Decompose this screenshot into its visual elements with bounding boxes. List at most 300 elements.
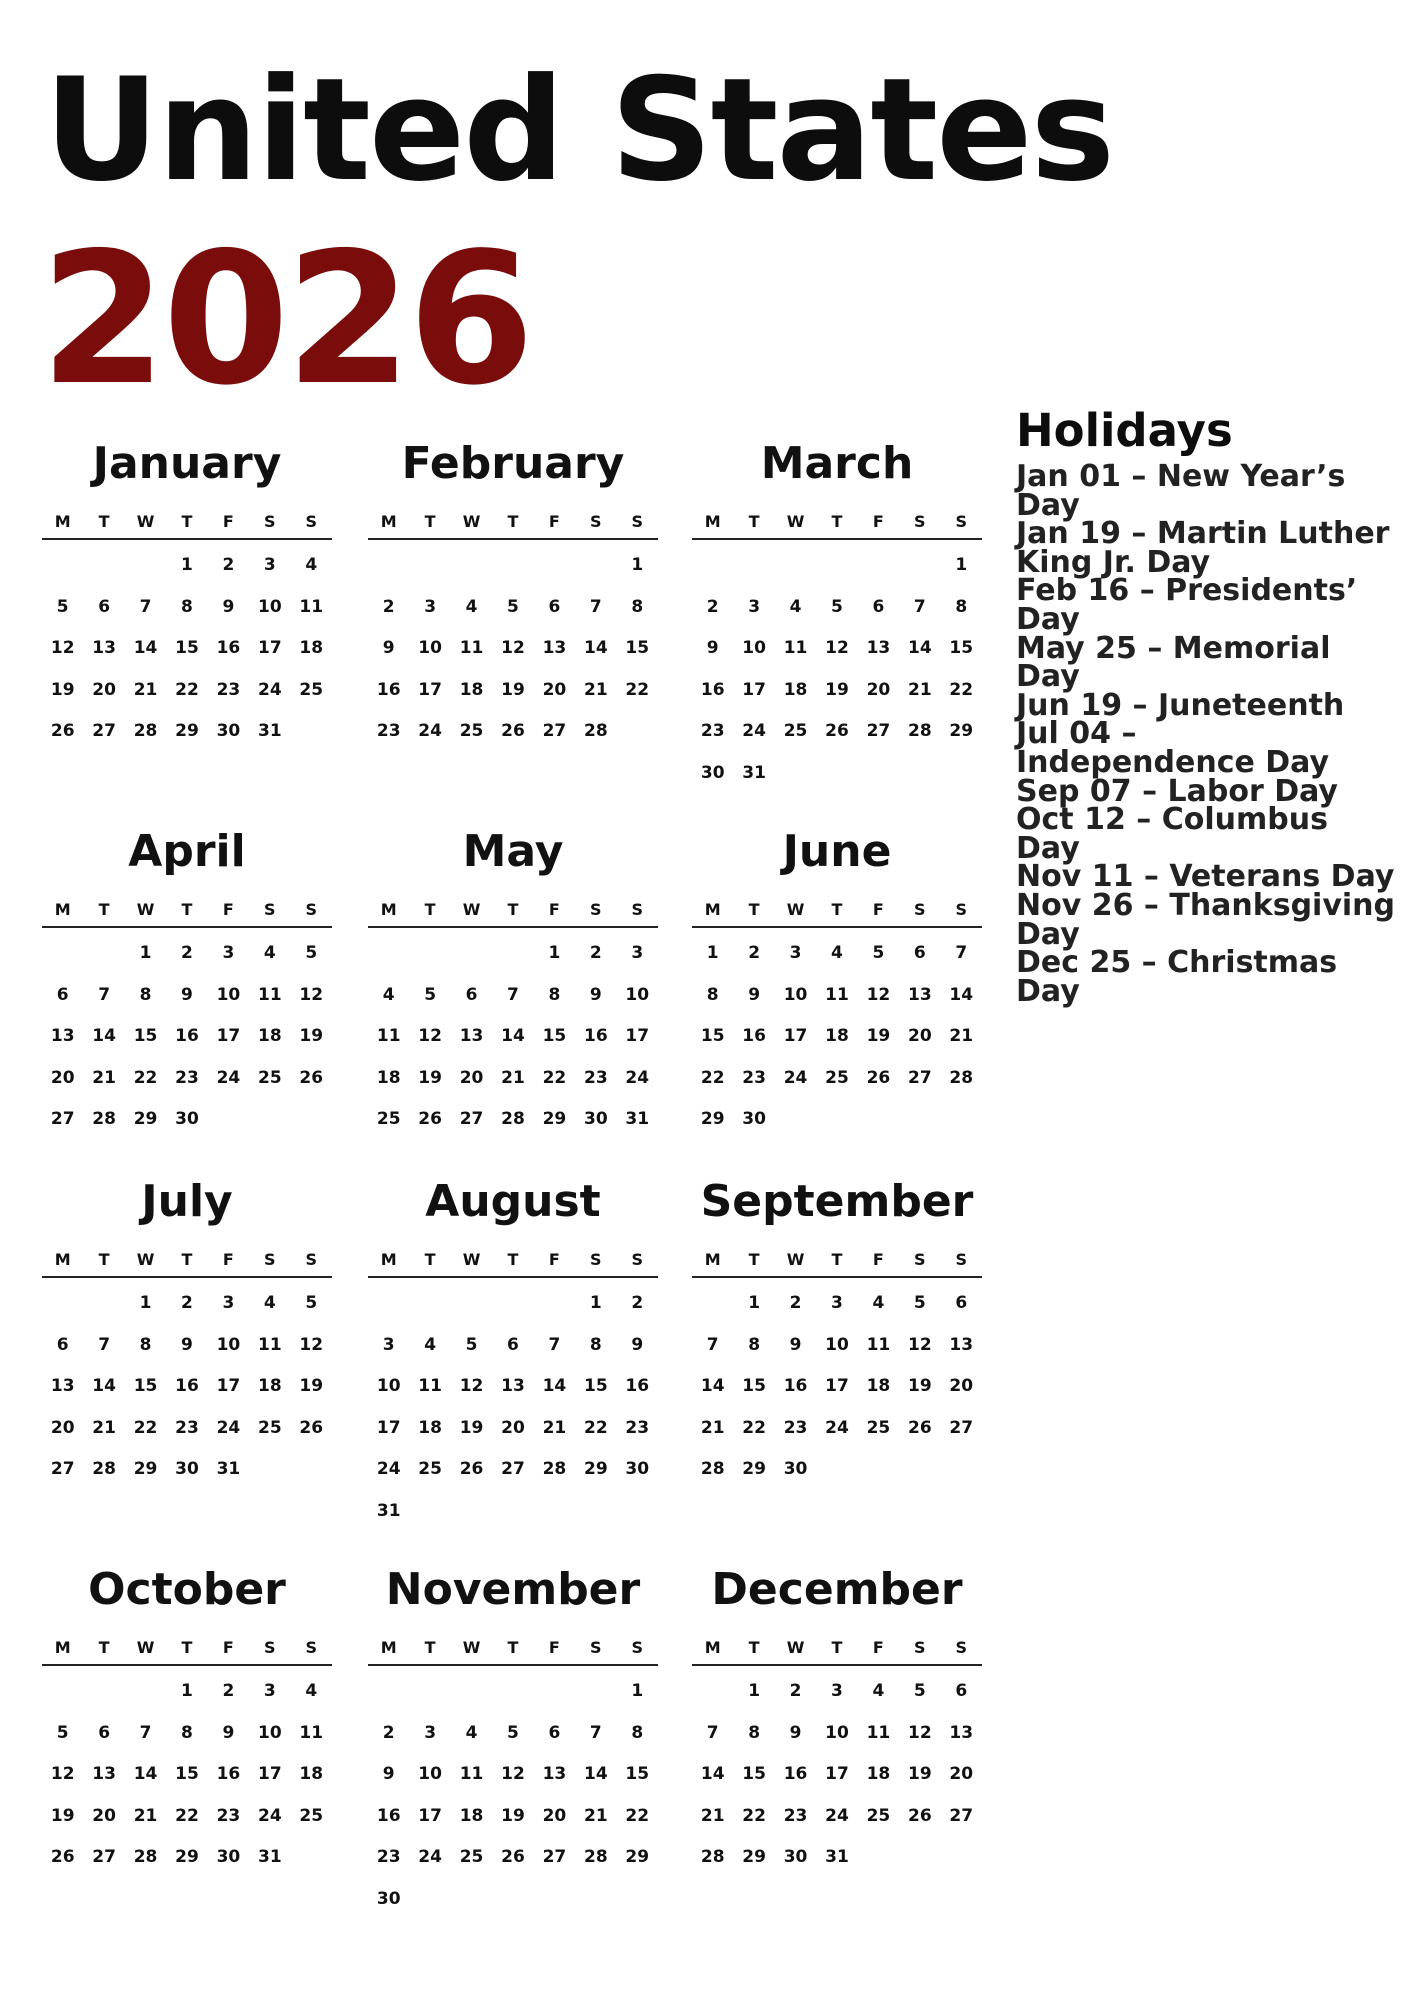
day-cell: 3 [382, 1334, 395, 1355]
day-cell: 29 [175, 1847, 199, 1867]
day-cell: 16 [376, 679, 401, 700]
day-cell: 18 [299, 1764, 324, 1784]
day-cell: 15 [742, 1376, 766, 1396]
day-cell: 15 [625, 638, 650, 658]
day-cell: 1 [139, 943, 152, 963]
day-cell: 11 [299, 596, 324, 617]
holiday-line: Sep 07 – Labor Day [1016, 773, 1338, 809]
day-cell: 21 [907, 679, 932, 700]
day-cell: 20 [949, 1376, 974, 1396]
day-cell: 9 [222, 596, 235, 617]
day-cell: 16 [175, 1376, 199, 1396]
day-cell: 2 [382, 1722, 395, 1743]
day-cell: 14 [133, 1764, 158, 1784]
empty-cell [617, 1500, 658, 1522]
empty-cell [409, 1292, 450, 1314]
day-cell: 13 [50, 1026, 75, 1046]
weekday-label: W [136, 1638, 155, 1657]
empty-cell [775, 762, 816, 784]
day-cell: 27 [542, 721, 567, 741]
empty-cell [775, 1108, 816, 1130]
day-cell: 14 [92, 1026, 116, 1046]
empty-cell [941, 1458, 982, 1480]
empty-cell [368, 554, 409, 576]
empty-cell [775, 554, 816, 576]
day-cell: 27 [92, 1847, 116, 1867]
month-name: January [92, 438, 282, 489]
day-cell: 17 [216, 1026, 241, 1046]
week-row [42, 1680, 332, 1702]
week-row [692, 1067, 982, 1089]
day-cell: 6 [56, 1334, 69, 1355]
day-cell: 19 [825, 679, 849, 700]
weekday-header [42, 900, 332, 928]
day-cell: 8 [748, 1722, 761, 1743]
weekday-label: F [872, 1250, 884, 1269]
month-name: December [711, 1564, 963, 1615]
weekday-label: M [704, 512, 721, 531]
day-cell: 9 [748, 984, 761, 1005]
holidays-panel [1016, 404, 1396, 1009]
day-cell: 2 [706, 596, 719, 617]
day-cell: 21 [133, 679, 158, 700]
weekday-label: T [98, 512, 110, 531]
day-cell: 17 [418, 679, 442, 700]
day-cell: 28 [92, 1459, 116, 1479]
day-cell: 3 [831, 1681, 843, 1701]
day-cell: 16 [783, 1764, 808, 1784]
weekday-label: M [380, 1250, 397, 1269]
day-cell: 27 [50, 1459, 75, 1479]
day-cell: 19 [50, 1805, 75, 1826]
day-cell: 11 [783, 638, 808, 658]
month-name: February [401, 438, 625, 489]
empty-cell [816, 1108, 857, 1130]
weekday-label: S [590, 1250, 602, 1269]
weekday-label: F [222, 900, 234, 919]
day-cell: 15 [542, 1026, 567, 1046]
day-cell: 3 [748, 596, 761, 617]
day-cell: 22 [742, 1805, 766, 1826]
day-cell: 16 [783, 1376, 808, 1396]
day-cell: 22 [625, 1805, 650, 1826]
empty-cell [451, 1500, 492, 1522]
day-cell: 8 [706, 984, 719, 1005]
week-row [368, 984, 658, 1006]
year-heading: 2026 [40, 213, 531, 425]
day-cell: 2 [181, 1293, 193, 1313]
day-cell: 17 [625, 1026, 650, 1046]
day-cell: 30 [216, 1847, 241, 1867]
day-cell: 15 [175, 1764, 199, 1784]
empty-cell [368, 1680, 409, 1702]
day-cell: 15 [133, 1376, 158, 1396]
holiday-line: Jan 01 – New Year’s [1016, 459, 1346, 494]
day-cell: 24 [418, 1847, 442, 1867]
day-cell: 27 [501, 1459, 525, 1479]
day-cell: 24 [216, 1417, 241, 1438]
empty-cell [899, 762, 940, 784]
day-cell: 3 [789, 943, 802, 963]
holiday-line: Nov 11 – Veterans Day [1016, 859, 1395, 895]
empty-cell [83, 1292, 124, 1314]
day-cell: 29 [175, 721, 199, 741]
weekday-label: F [548, 512, 560, 531]
day-cell: 4 [465, 1722, 478, 1743]
day-cell: 16 [625, 1376, 650, 1396]
weekday-label: S [955, 1638, 967, 1657]
holiday-line: Oct 12 – Columbus [1016, 802, 1328, 838]
day-cell: 21 [700, 1417, 725, 1438]
day-cell: 18 [418, 1417, 442, 1438]
empty-cell [451, 1292, 492, 1314]
weekday-header [692, 900, 982, 928]
day-cell: 13 [949, 1334, 974, 1355]
day-cell: 26 [418, 1109, 442, 1129]
day-cell: 16 [175, 1026, 199, 1046]
empty-cell [899, 1846, 940, 1868]
day-cell: 8 [548, 984, 561, 1005]
week-row [42, 1722, 332, 1744]
day-cell: 4 [382, 984, 395, 1005]
day-cell: 18 [459, 679, 484, 700]
day-cell: 16 [583, 1026, 608, 1046]
day-cell: 17 [742, 679, 766, 700]
empty-cell [941, 762, 982, 784]
day-cell: 11 [257, 1334, 282, 1355]
day-cell: 15 [700, 1026, 725, 1046]
day-cell: 23 [625, 1417, 650, 1438]
day-cell: 15 [133, 1026, 158, 1046]
day-cell: 29 [742, 1847, 766, 1867]
month-name: June [782, 826, 892, 877]
day-cell: 13 [542, 638, 567, 658]
weekday-label: T [98, 900, 110, 919]
day-cell: 19 [501, 1805, 525, 1826]
empty-cell [42, 554, 83, 576]
weekday-label: S [264, 900, 276, 919]
empty-cell [816, 762, 857, 784]
day-cell: 6 [465, 984, 478, 1005]
weekday-label: M [54, 900, 71, 919]
day-cell: 21 [92, 1417, 116, 1438]
day-cell: 2 [181, 943, 193, 963]
week-row [368, 554, 658, 576]
weekday-label: S [631, 1638, 643, 1657]
weekday-label: S [264, 1250, 276, 1269]
day-cell: 1 [589, 1293, 602, 1313]
week-row [692, 1417, 982, 1439]
empty-cell [492, 1500, 533, 1522]
day-cell: 18 [459, 1805, 484, 1826]
day-cell: 27 [50, 1109, 75, 1129]
empty-cell [83, 1680, 124, 1702]
weekday-label: S [914, 1638, 926, 1657]
day-cell: 3 [424, 596, 437, 617]
day-cell: 27 [866, 721, 891, 741]
day-cell: 25 [299, 679, 324, 700]
day-cell: 5 [56, 1722, 69, 1743]
day-cell: 25 [459, 721, 484, 741]
day-cell: 29 [949, 721, 974, 741]
holiday-line: Dec 25 – Christmas [1016, 945, 1338, 981]
empty-cell [451, 942, 492, 964]
day-cell: 19 [50, 679, 75, 700]
weekday-label: S [305, 512, 317, 531]
day-cell: 3 [424, 1722, 437, 1743]
weekday-label: F [222, 1638, 234, 1657]
day-cell: 7 [139, 1722, 152, 1743]
day-cell: 7 [706, 1722, 719, 1743]
empty-cell [899, 1108, 940, 1130]
day-cell: 30 [742, 1109, 766, 1129]
day-cell: 19 [459, 1417, 484, 1438]
day-cell: 8 [748, 1334, 761, 1355]
day-cell: 18 [299, 638, 324, 658]
day-cell: 2 [589, 943, 602, 963]
day-cell: 8 [139, 1334, 152, 1355]
day-cell: 21 [583, 1805, 608, 1826]
empty-cell [575, 1888, 616, 1910]
weekday-header [42, 1638, 332, 1666]
week-row [42, 1458, 332, 1480]
day-cell: 23 [783, 1805, 808, 1826]
day-cell: 19 [907, 1376, 932, 1396]
weekday-label: T [507, 1250, 519, 1269]
day-cell: 8 [631, 596, 644, 617]
day-cell: 21 [700, 1805, 725, 1826]
weekday-label: M [704, 1250, 721, 1269]
weekday-label: W [786, 512, 805, 531]
month-name: November [385, 1564, 641, 1615]
day-cell: 7 [589, 1722, 602, 1743]
day-cell: 20 [50, 1417, 75, 1438]
day-cell: 16 [376, 1805, 401, 1826]
day-cell: 9 [222, 1722, 235, 1743]
weekday-label: T [831, 1638, 843, 1657]
day-cell: 29 [133, 1459, 158, 1479]
week-row [42, 1417, 332, 1439]
weekday-label: S [590, 900, 602, 919]
weekday-label: F [548, 1638, 560, 1657]
day-cell: 14 [583, 1764, 608, 1784]
day-cell: 5 [305, 943, 318, 963]
day-cell: 4 [831, 943, 843, 963]
weekday-label: W [462, 900, 481, 919]
day-cell: 28 [949, 1067, 974, 1088]
day-cell: 26 [501, 1847, 525, 1867]
weekday-label: S [590, 512, 602, 531]
month-name: May [462, 826, 564, 877]
day-cell: 18 [257, 1026, 282, 1046]
day-cell: 14 [949, 984, 974, 1005]
day-cell: 30 [783, 1847, 808, 1867]
week-row [42, 1805, 332, 1827]
day-cell: 18 [257, 1376, 282, 1396]
day-cell: 4 [789, 596, 802, 617]
week-row [368, 1846, 658, 1868]
day-cell: 10 [257, 596, 282, 617]
weekday-label: S [305, 1250, 317, 1269]
empty-cell [899, 1458, 940, 1480]
week-row [692, 1292, 982, 1314]
day-cell: 10 [742, 638, 766, 658]
week-row [368, 1417, 658, 1439]
day-cell: 31 [376, 1500, 401, 1521]
page-title: United States [44, 48, 1114, 213]
weekday-label: T [507, 1638, 519, 1657]
day-cell: 13 [542, 1764, 567, 1784]
week-row [42, 1846, 332, 1868]
day-cell: 19 [501, 679, 525, 700]
day-cell: 28 [542, 1459, 567, 1479]
empty-cell [575, 554, 616, 576]
weekday-label: M [380, 900, 397, 919]
day-cell: 7 [955, 943, 968, 963]
empty-cell [858, 1108, 899, 1130]
day-cell: 27 [949, 1805, 974, 1826]
week-row [368, 1108, 658, 1130]
empty-cell [899, 554, 940, 576]
day-cell: 27 [907, 1067, 932, 1088]
empty-cell [368, 1292, 409, 1314]
week-row [368, 1025, 658, 1047]
empty-cell [858, 554, 899, 576]
month-name: August [425, 1176, 601, 1227]
day-cell: 1 [748, 1293, 761, 1313]
empty-cell [83, 554, 124, 576]
day-cell: 25 [376, 1109, 401, 1129]
day-cell: 22 [133, 1417, 158, 1438]
holidays-title: Holidays [1016, 404, 1233, 457]
day-cell: 5 [872, 943, 885, 963]
day-cell: 28 [700, 1847, 725, 1867]
weekday-label: T [181, 1638, 193, 1657]
day-cell: 11 [299, 1722, 324, 1743]
day-cell: 4 [263, 943, 276, 963]
weekday-label: S [914, 1250, 926, 1269]
day-cell: 12 [866, 984, 891, 1005]
day-cell: 29 [583, 1459, 608, 1479]
day-cell: 13 [501, 1376, 525, 1396]
day-cell: 23 [376, 1847, 401, 1867]
week-row [368, 1458, 658, 1480]
week-row [368, 1680, 658, 1702]
empty-cell [733, 554, 774, 576]
weekday-label: S [955, 900, 967, 919]
empty-cell [492, 942, 533, 964]
day-cell: 22 [133, 1067, 158, 1088]
day-cell: 29 [133, 1109, 158, 1129]
empty-cell [941, 1108, 982, 1130]
day-cell: 25 [825, 1067, 849, 1088]
empty-cell [208, 1108, 249, 1130]
week-row [692, 554, 982, 576]
day-cell: 8 [955, 596, 968, 617]
weekday-label: T [424, 512, 436, 531]
day-cell: 21 [949, 1026, 974, 1046]
day-cell: 22 [175, 1805, 199, 1826]
day-cell: 17 [825, 1376, 849, 1396]
day-cell: 17 [257, 638, 282, 658]
day-cell: 22 [742, 1417, 766, 1438]
day-cell: 22 [700, 1067, 725, 1088]
day-cell: 29 [542, 1109, 567, 1129]
day-cell: 26 [907, 1805, 932, 1826]
day-cell: 5 [56, 596, 69, 617]
day-cell: 14 [583, 638, 608, 658]
day-cell: 31 [216, 1459, 241, 1479]
day-cell: 8 [181, 596, 193, 617]
day-cell: 24 [825, 1417, 849, 1438]
week-row [692, 637, 982, 659]
day-cell: 14 [133, 638, 158, 658]
day-cell: 24 [216, 1067, 241, 1088]
weekday-label: M [54, 1250, 71, 1269]
day-cell: 2 [382, 596, 395, 617]
week-row [368, 1722, 658, 1744]
day-cell: 30 [583, 1109, 608, 1129]
weekday-label: S [305, 1638, 317, 1657]
day-cell: 9 [181, 1334, 193, 1355]
day-cell: 25 [299, 1805, 324, 1826]
week-row [692, 1458, 982, 1480]
day-cell: 22 [949, 679, 974, 700]
week-row [692, 1846, 982, 1868]
empty-cell [534, 1500, 575, 1522]
day-cell: 30 [783, 1459, 808, 1479]
day-cell: 9 [789, 1722, 802, 1743]
weekday-label: T [424, 1638, 436, 1657]
day-cell: 7 [589, 596, 602, 617]
day-cell: 8 [589, 1334, 602, 1355]
weekday-header [368, 900, 658, 928]
day-cell: 10 [418, 638, 442, 658]
day-cell: 16 [742, 1026, 766, 1046]
day-cell: 10 [216, 984, 241, 1005]
week-row [42, 554, 332, 576]
day-cell: 10 [376, 1376, 401, 1396]
day-cell: 8 [181, 1722, 193, 1743]
holiday-line: Feb 16 – Presidents’ [1016, 573, 1358, 609]
weekday-label: T [98, 1250, 110, 1269]
day-cell: 24 [257, 679, 282, 700]
day-cell: 20 [92, 1805, 116, 1826]
day-cell: 7 [706, 1334, 719, 1355]
empty-cell [492, 1680, 533, 1702]
day-cell: 5 [913, 1293, 926, 1313]
day-cell: 26 [299, 1067, 324, 1088]
weekday-label: T [831, 512, 843, 531]
day-cell: 24 [742, 721, 766, 741]
week-row [692, 1334, 982, 1356]
day-cell: 17 [418, 1805, 442, 1826]
holiday-line: Day [1016, 487, 1080, 523]
weekday-label: T [831, 900, 843, 919]
day-cell: 8 [631, 1722, 644, 1743]
day-cell: 21 [133, 1805, 158, 1826]
empty-cell [42, 1680, 83, 1702]
day-cell: 31 [257, 1847, 282, 1867]
day-cell: 26 [50, 721, 75, 741]
weekday-header [368, 1250, 658, 1278]
weekday-label: M [704, 900, 721, 919]
day-cell: 26 [459, 1459, 484, 1479]
day-cell: 31 [625, 1109, 650, 1129]
day-cell: 31 [742, 762, 766, 783]
day-cell: 6 [56, 984, 69, 1005]
holiday-line: May 25 – Memorial [1016, 630, 1331, 666]
